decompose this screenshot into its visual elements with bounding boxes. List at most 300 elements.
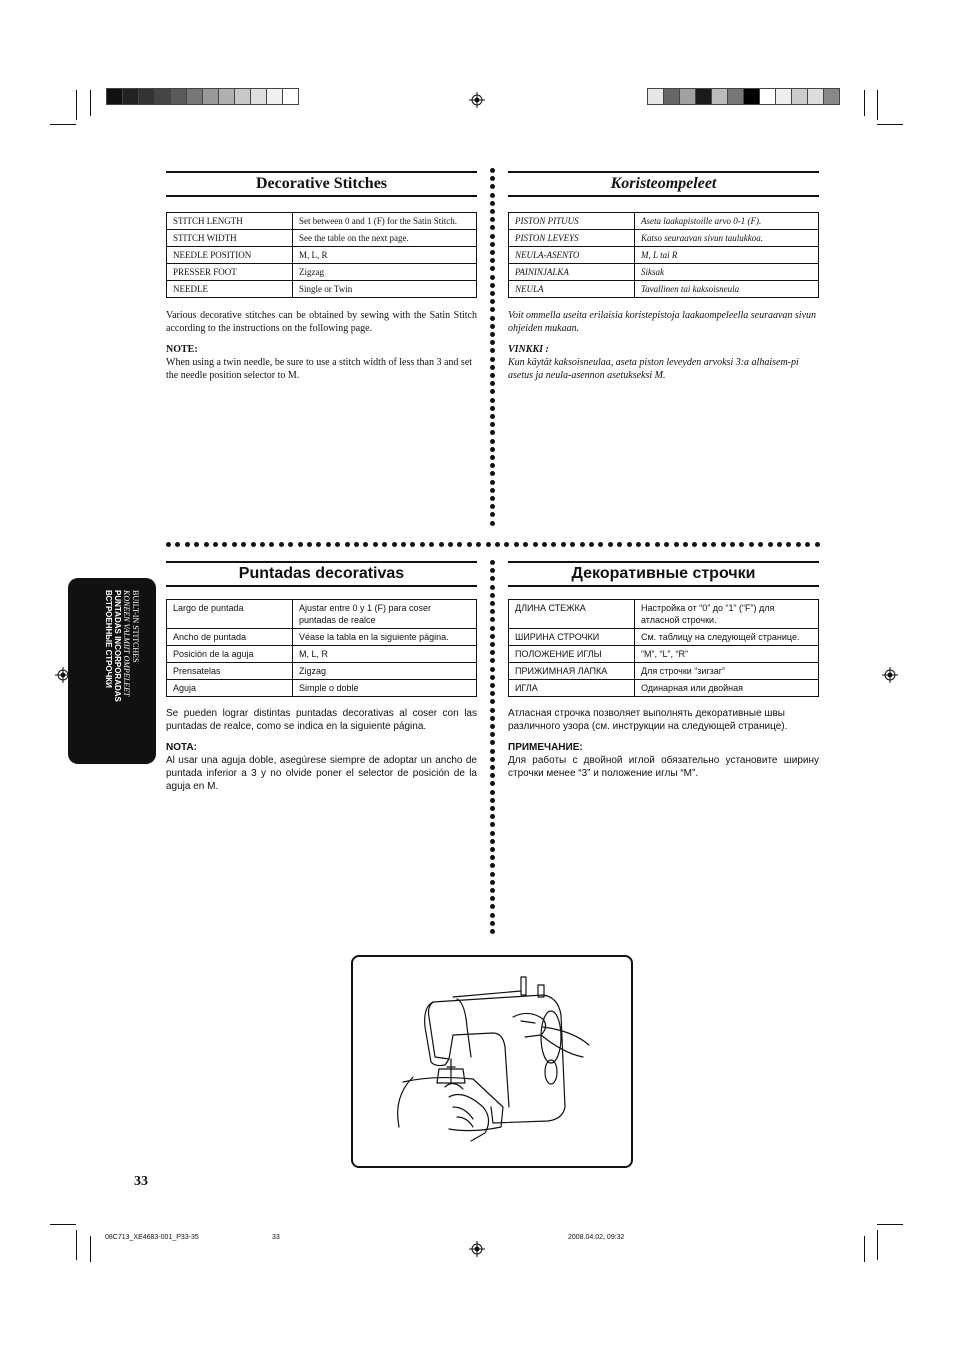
color-swatch [679,88,696,105]
divider-dot [490,757,495,762]
color-swatch [695,88,712,105]
table-cell-value: Одинарная или двойная [635,680,819,697]
crop-mark [50,124,76,125]
table-row [167,600,477,629]
divider-dot [326,542,331,547]
divider-dot [260,542,265,547]
divider-dot [490,872,495,877]
body-paragraph: Various decorative stitches can be obtained by sewing with the Satin Stitch according to the instructions on the following page. [166,310,477,334]
divider-dot [490,675,495,680]
note-text: Kun käytät kaksoisneulaa, aseta piston leveyden arvoksi 3:a alhaisem-pi asetus ja neula-asennon asetukseksi M. [508,357,799,381]
table-cell-label: PISTON PITUUS [509,213,635,230]
divider-dot [721,542,726,547]
table-cell-value: See the table on the next page. [293,230,477,247]
dotted-divider-vertical [490,560,496,930]
divider-dot [561,542,566,547]
section-spanish [166,561,477,793]
crop-mark [877,124,903,125]
color-bar-left [106,88,298,110]
divider-dot [335,542,340,547]
table-cell-value: Zigzag [293,663,477,680]
divider-dot [354,542,359,547]
divider-dot [490,439,495,444]
divider-dot [551,542,556,547]
divider-dot [711,542,716,547]
divider-dot [382,542,387,547]
table-row [509,600,819,629]
settings-table [508,599,819,697]
footer-timestamp: 2008.04.02, 09:32 [568,1234,625,1241]
table-cell-value: Véase la tabla en la siguiente página. [293,629,477,646]
divider-dot [514,542,519,547]
color-swatch [202,88,219,105]
table-row [509,646,819,663]
divider-dot [222,542,227,547]
divider-dot [490,381,495,386]
divider-dot [598,542,603,547]
divider-dot [490,576,495,581]
color-swatch [647,88,664,105]
divider-dot [490,798,495,803]
divider-dot [490,847,495,852]
divider-dot [490,209,495,214]
divider-dot [490,626,495,631]
table-cell-label: STITCH WIDTH [167,230,293,247]
divider-dot [345,542,350,547]
side-tab-label [104,590,140,702]
table-cell-label: NEULA-ASENTO [509,247,635,264]
settings-table [166,212,477,298]
divider-dot [490,168,495,173]
side-tab-line: BUILT-IN STITCHES [131,590,140,663]
table-cell-value: “M”, “L”, “R” [635,646,819,663]
table-row [167,247,477,264]
divider-dot [490,512,495,517]
divider-dot [490,658,495,663]
divider-dot [490,184,495,189]
table-cell-value: M, L tai R [635,247,819,264]
color-swatch [711,88,728,105]
table-cell-label: Aguja [167,680,293,697]
divider-dot [490,332,495,337]
divider-dot [490,708,495,713]
color-swatch [186,88,203,105]
divider-dot [815,542,820,547]
divider-dot [490,299,495,304]
table-cell-value: Set between 0 and 1 (F) for the Satin Stitch. [293,213,477,230]
color-swatch [282,88,299,105]
divider-dot [486,542,491,547]
divider-dot [777,542,782,547]
crop-mark [877,1230,878,1260]
body-paragraph: Атласная строчка позволяет выполнять декоративные швы различного узора (см. инструкции на следующей странице). [508,708,788,732]
table-row [509,663,819,680]
table-cell-value: M, L, R [293,247,477,264]
divider-dot [490,650,495,655]
divider-dot [448,542,453,547]
table-cell-label: ШИРИНА СТРОЧКИ [509,629,635,646]
divider-dot [213,542,218,547]
table-cell-value: Siksak [635,264,819,281]
divider-dot [490,242,495,247]
side-tab-line: ВСТРОЕННЫЕ СТРОЧКИ [104,590,113,688]
registration-mark-icon [469,92,485,108]
divider-dot [490,863,495,868]
divider-dot [490,406,495,411]
divider-dot [490,398,495,403]
note-text: Для работы с двойной иглой обязательно установите ширину строчки менее “3” и положение иглы “M”. [508,755,819,779]
color-swatch [727,88,744,105]
table-row [509,213,819,230]
divider-dot [490,691,495,696]
note-heading: ПРИМЕЧАНИЕ: [508,742,583,753]
section-title: Koristeompeleet [610,175,717,192]
color-swatch [138,88,155,105]
table-row [167,663,477,680]
color-swatch [170,88,187,105]
divider-dot [490,447,495,452]
divider-dot [490,814,495,819]
divider-dot [204,542,209,547]
divider-dot [627,542,632,547]
table-cell-label: ПРИЖИМНАЯ ЛАПКА [509,663,635,680]
divider-dot [298,542,303,547]
body-paragraph: Voit ommella useita erilaisia koristepistoja laakaompeleella seuraavan sivun ohjeiden mukaan. [508,310,817,334]
sewing-machine-illustration [351,955,633,1168]
dotted-divider-horizontal [166,542,820,548]
divider-dot [392,542,397,547]
divider-dot [490,422,495,427]
crop-mark [50,1224,76,1225]
side-tab-line: KONEEN VALMIIT OMPELEET [122,590,131,697]
divider-dot [490,740,495,745]
table-cell-label: NEEDLE [167,281,293,298]
divider-dot [683,542,688,547]
table-cell-label: PAININJALKA [509,264,635,281]
body-paragraph: Se pueden lograr distintas puntadas decorativas al coser con las puntadas de realce, como se indica en la siguiente página. [166,708,477,732]
divider-dot [232,542,237,547]
color-swatch [234,88,251,105]
divider-dot [490,716,495,721]
divider-dot [288,542,293,547]
divider-dot [166,542,171,547]
table-row [509,230,819,247]
divider-dot [490,266,495,271]
footer-page: 33 [272,1234,280,1241]
divider-dot [495,542,500,547]
divider-dot [490,201,495,206]
divider-dot [490,880,495,885]
divider-dot [490,617,495,622]
divider-dot [702,542,707,547]
color-swatch [791,88,808,105]
table-cell-label: PRESSER FOOT [167,264,293,281]
divider-dot [490,921,495,926]
divider-dot [476,542,481,547]
table-row [509,629,819,646]
divider-dot [490,609,495,614]
color-swatch [663,88,680,105]
table-row [167,680,477,697]
crop-mark [76,1230,77,1260]
divider-dot [490,773,495,778]
divider-dot [307,542,312,547]
table-row [167,281,477,298]
divider-dot [490,585,495,590]
table-row [167,213,477,230]
divider-dot [490,463,495,468]
color-bar-right [647,88,839,110]
crop-mark [76,90,77,120]
divider-dot [490,888,495,893]
divider-dot [636,542,641,547]
table-cell-label: NEULA [509,281,635,298]
divider-dot [251,542,256,547]
divider-dot [185,542,190,547]
divider-dot [692,542,697,547]
divider-dot [490,471,495,476]
crop-mark [877,1224,903,1225]
table-row [167,264,477,281]
divider-dot [730,542,735,547]
divider-dot [570,542,575,547]
divider-dot [523,542,528,547]
divider-dot [645,542,650,547]
divider-dot [490,822,495,827]
table-cell-value: Для строчки “зигзаг” [635,663,819,680]
divider-dot [429,542,434,547]
table-cell-label: ИГЛА [509,680,635,697]
divider-dot [749,542,754,547]
divider-dot [490,488,495,493]
divider-dot [490,258,495,263]
divider-dot [739,542,744,547]
note-heading: VINKKI : [508,344,549,355]
divider-dot [373,542,378,547]
divider-dot [490,373,495,378]
crop-mark [90,90,91,116]
table-cell-label: Largo de puntada [167,600,293,629]
divider-dot [194,542,199,547]
divider-dot [401,542,406,547]
divider-dot [490,593,495,598]
color-swatch [266,88,283,105]
table-cell-value: Aseta laakapistoille arvo 0-1 (F). [635,213,819,230]
divider-dot [655,542,660,547]
divider-dot [490,414,495,419]
table-cell-value: Настройка от “0” до “1” (“F”) для атласной строчки. [635,600,819,629]
divider-dot [490,348,495,353]
divider-dot [490,601,495,606]
sewing-machine-icon [353,957,631,1166]
divider-dot [420,542,425,547]
divider-dot [490,749,495,754]
divider-dot [786,542,791,547]
table-row [509,281,819,298]
table-row [509,247,819,264]
divider-dot [490,521,495,526]
section-title-bar [166,561,477,587]
color-swatch [823,88,840,105]
divider-dot [490,275,495,280]
divider-dot [490,790,495,795]
side-tab-line: PUNTADAS INCORPORADAS [113,590,122,702]
divider-dot [241,542,246,547]
divider-dot [490,250,495,255]
table-cell-label: STITCH LENGTH [167,213,293,230]
section-russian [508,561,819,780]
divider-dot [490,642,495,647]
divider-dot [269,542,274,547]
divider-dot [490,225,495,230]
divider-dot [617,542,622,547]
table-cell-value: Zigzag [293,264,477,281]
table-cell-value: Tavallinen tai kaksoisneula [635,281,819,298]
divider-dot [175,542,180,547]
divider-dot [796,542,801,547]
color-swatch [743,88,760,105]
table-row [167,646,477,663]
crop-mark [90,1236,91,1262]
divider-dot [490,340,495,345]
divider-dot [439,542,444,547]
divider-dot [490,781,495,786]
divider-dot [490,667,495,672]
registration-mark-icon [469,1241,485,1257]
divider-dot [490,389,495,394]
color-swatch [122,88,139,105]
divider-dot [608,542,613,547]
section-title-bar [508,171,819,197]
table-row [167,230,477,247]
settings-table [166,599,477,697]
crop-mark [877,90,878,120]
divider-dot [490,806,495,811]
divider-dot [490,765,495,770]
note-text: When using a twin needle, be sure to use a stitch width of less than 3 and set the needle position selector to M. [166,357,473,381]
footer-file-name: 08C713_XE4683-001_P33-35 [105,1234,199,1241]
section-title: Декоративные строчки [571,565,756,582]
section-title: Decorative Stitches [255,175,388,192]
divider-dot [490,176,495,181]
divider-dot [805,542,810,547]
divider-dot [490,855,495,860]
divider-dot [410,542,415,547]
divider-dot [490,455,495,460]
section-english [166,171,477,382]
divider-dot [490,831,495,836]
divider-dot [768,542,773,547]
table-cell-value: Katso seuraavan sivun taulukkoa. [635,230,819,247]
table-cell-label: PISTON LEVEYS [509,230,635,247]
note-heading: NOTE: [166,344,198,355]
table-cell-label: NEEDLE POSITION [167,247,293,264]
divider-dot [490,732,495,737]
divider-dot [533,542,538,547]
divider-dot [490,568,495,573]
divider-dot [363,542,368,547]
color-swatch [218,88,235,105]
section-title-bar [166,171,477,197]
divider-dot [457,542,462,547]
section-finnish [508,171,819,382]
divider-dot [490,839,495,844]
divider-dot [490,904,495,909]
divider-dot [467,542,472,547]
divider-dot [589,542,594,547]
table-row [509,680,819,697]
registration-mark-icon [882,667,898,683]
divider-dot [490,193,495,198]
divider-dot [504,542,509,547]
divider-dot [490,896,495,901]
table-row [167,629,477,646]
table-cell-label: Ancho de puntada [167,629,293,646]
divider-dot [490,291,495,296]
divider-dot [490,430,495,435]
table-cell-label: ДЛИНА СТЕЖКА [509,600,635,629]
divider-dot [490,480,495,485]
table-cell-value: См. таблицу на следующей странице. [635,629,819,646]
divider-dot [490,357,495,362]
page-number: 33 [134,1174,148,1189]
crop-mark [864,1236,865,1262]
divider-dot [758,542,763,547]
divider-dot [490,217,495,222]
color-swatch [759,88,776,105]
divider-dot [664,542,669,547]
table-cell-label: Posición de la aguja [167,646,293,663]
settings-table [508,212,819,298]
table-cell-label: ПОЛОЖЕНИЕ ИГЛЫ [509,646,635,663]
divider-dot [279,542,284,547]
divider-dot [490,913,495,918]
table-row [509,264,819,281]
divider-dot [490,283,495,288]
table-cell-value: Simple o doble [293,680,477,697]
color-swatch [106,88,123,105]
crop-mark [864,90,865,116]
table-cell-value: M, L, R [293,646,477,663]
table-cell-value: Ajustar entre 0 y 1 (F) para coser puntadas de realce [293,600,477,629]
divider-dot [490,683,495,688]
divider-dot [674,542,679,547]
divider-dot [580,542,585,547]
note-text: Al usar una aguja doble, asegúrese siempre de adoptar un ancho de puntada inferior a 3 y no olvide poner el selector de posición de la aguja en M. [166,755,477,792]
divider-dot [490,234,495,239]
divider-dot [490,724,495,729]
table-cell-label: Prensatelas [167,663,293,680]
divider-dot [490,496,495,501]
divider-dot [490,307,495,312]
divider-dot [490,699,495,704]
section-title: Puntadas decorativas [238,565,405,582]
table-cell-value: Single or Twin [293,281,477,298]
color-swatch [250,88,267,105]
divider-dot [490,634,495,639]
note-heading: NOTA: [166,742,197,753]
divider-dot [490,316,495,321]
color-swatch [154,88,171,105]
divider-dot [490,560,495,565]
divider-dot [316,542,321,547]
color-swatch [807,88,824,105]
color-swatch [775,88,792,105]
divider-dot [490,929,495,934]
dotted-divider-vertical [490,168,496,523]
divider-dot [490,324,495,329]
section-title-bar [508,561,819,587]
